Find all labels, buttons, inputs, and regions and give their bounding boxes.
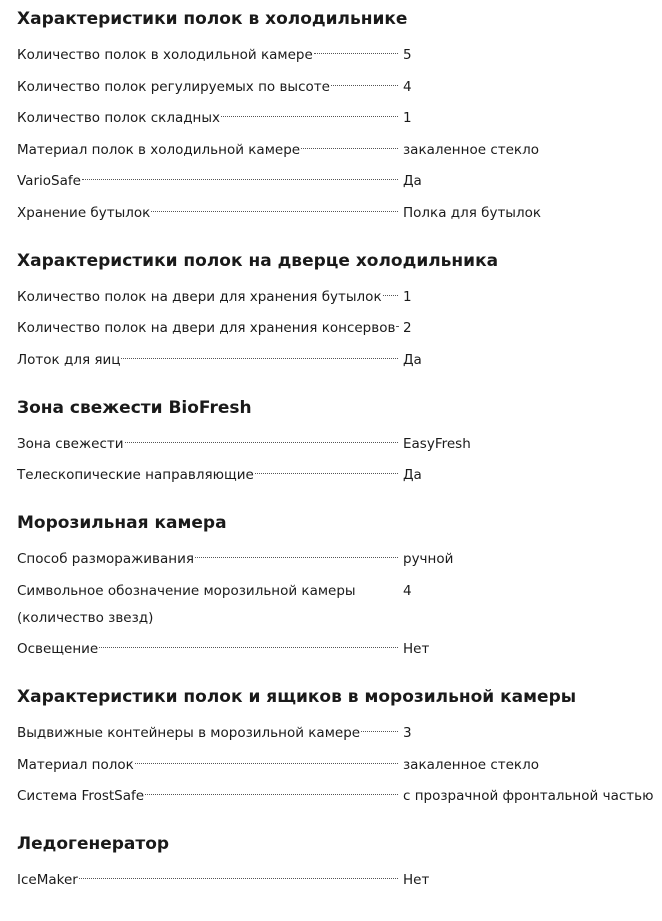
section-title: Характеристики полок и ящиков в морозильной камеры (17, 687, 577, 707)
spec-section (17, 510, 662, 663)
spec-label: Количество полок в холодильной камере (17, 47, 313, 63)
spec-label: Выдвижные контейнеры в морозильной камере (17, 725, 361, 741)
spec-value: 5 (403, 47, 412, 63)
spec-label: IceMaker (17, 872, 78, 888)
spec-row (17, 137, 662, 164)
spec-value: 1 (403, 288, 412, 305)
dotted-leader (314, 53, 398, 54)
dotted-leader (221, 116, 398, 117)
spec-label-cell (17, 546, 398, 573)
spec-label-cell (17, 284, 398, 311)
dotted-leader (255, 473, 398, 474)
spec-label-cell (17, 74, 398, 101)
dotted-leader (396, 326, 398, 327)
spec-value: 4 (403, 582, 412, 599)
dotted-leader (195, 557, 398, 558)
dotted-leader (99, 647, 398, 648)
spec-section (17, 684, 662, 810)
spec-label: Система FrostSafe (17, 788, 145, 804)
spec-row (17, 546, 662, 573)
spec-label: Хранение бутылок (17, 204, 151, 221)
spec-label: Способ размораживания (17, 551, 195, 567)
spec-row (17, 431, 662, 458)
spec-value: 1 (403, 110, 412, 126)
spec-row (17, 105, 662, 132)
spec-label-cell (17, 200, 398, 227)
spec-value: 3 (403, 725, 412, 741)
spec-row (17, 284, 662, 311)
spec-label-cell (17, 867, 398, 894)
spec-label-cell (17, 347, 398, 374)
spec-label-cell (17, 137, 398, 164)
spec-row (17, 168, 662, 195)
spec-label: Количество полок складных (17, 110, 221, 126)
spec-value: Да (403, 467, 422, 483)
spec-row (17, 315, 662, 342)
spec-value: с прозрачной фронтальной частью (403, 788, 654, 804)
spec-value: EasyFresh (403, 435, 471, 452)
spec-label-cell (17, 42, 398, 69)
spec-label-cell (17, 720, 398, 747)
spec-label: Количество полок на двери для хранения бутылок (17, 288, 382, 305)
spec-value: Да (403, 173, 422, 189)
spec-value: Нет (403, 641, 430, 657)
spec-row (17, 578, 662, 632)
spec-row (17, 636, 662, 663)
spec-section (17, 6, 662, 227)
spec-row (17, 74, 662, 101)
section-title: Ледогенератор (17, 834, 170, 854)
spec-label-cell (17, 462, 398, 489)
spec-label-cell (17, 431, 398, 458)
spec-value: Полка для бутылок (403, 204, 542, 221)
specifications-list (17, 6, 662, 894)
spec-row (17, 42, 662, 69)
spec-value: 4 (403, 78, 412, 95)
dotted-leader (79, 878, 398, 879)
spec-row (17, 783, 662, 810)
spec-row (17, 462, 662, 489)
spec-label: Символьное обозначение морозильной камеры (количество звезд) (17, 582, 356, 626)
spec-row (17, 720, 662, 747)
spec-label: Освещение (17, 641, 99, 657)
spec-label-cell (17, 636, 398, 663)
section-title: Характеристики полок на дверце холодильника (17, 250, 499, 271)
dotted-leader (361, 731, 398, 732)
spec-label: Материал полок в холодильной камере (17, 141, 301, 158)
spec-value: Да (403, 351, 422, 368)
dotted-leader (301, 148, 398, 149)
spec-value: ручной (403, 551, 454, 567)
spec-section (17, 395, 662, 490)
spec-value: закаленное стекло (403, 756, 539, 773)
spec-label-cell (17, 168, 398, 195)
dotted-leader (125, 442, 398, 443)
spec-row (17, 752, 662, 779)
spec-label: Количество полок на двери для хранения консервов (17, 320, 396, 336)
spec-row (17, 867, 662, 894)
spec-label-cell (17, 315, 398, 342)
spec-label-cell (17, 105, 398, 132)
dotted-leader (145, 794, 398, 795)
spec-section (17, 831, 662, 894)
dotted-leader (82, 179, 398, 180)
spec-label-cell (17, 578, 398, 632)
section-title: Зона свежести BioFresh (17, 397, 252, 418)
dotted-leader (151, 211, 398, 212)
spec-label: Зона свежести (17, 435, 124, 452)
spec-row (17, 347, 662, 374)
spec-label: Материал полок (17, 756, 134, 773)
spec-label: Количество полок регулируемых по высоте (17, 78, 330, 95)
section-title: Морозильная камера (17, 513, 227, 533)
spec-label: Телескопические направляющие (17, 467, 254, 483)
spec-label: VarioSafe (17, 173, 81, 189)
spec-value: закаленное стекло (403, 141, 539, 158)
spec-label: Лоток для яиц (17, 351, 121, 368)
dotted-leader (135, 763, 398, 764)
spec-value: Нет (403, 872, 430, 888)
spec-value: 2 (403, 320, 412, 336)
spec-section (17, 248, 662, 374)
dotted-leader (383, 295, 398, 296)
dotted-leader (331, 85, 398, 86)
section-title: Характеристики полок в холодильнике (17, 9, 408, 29)
spec-label-cell (17, 752, 398, 779)
spec-row (17, 200, 662, 227)
spec-label-cell (17, 783, 398, 810)
dotted-leader (121, 358, 398, 359)
